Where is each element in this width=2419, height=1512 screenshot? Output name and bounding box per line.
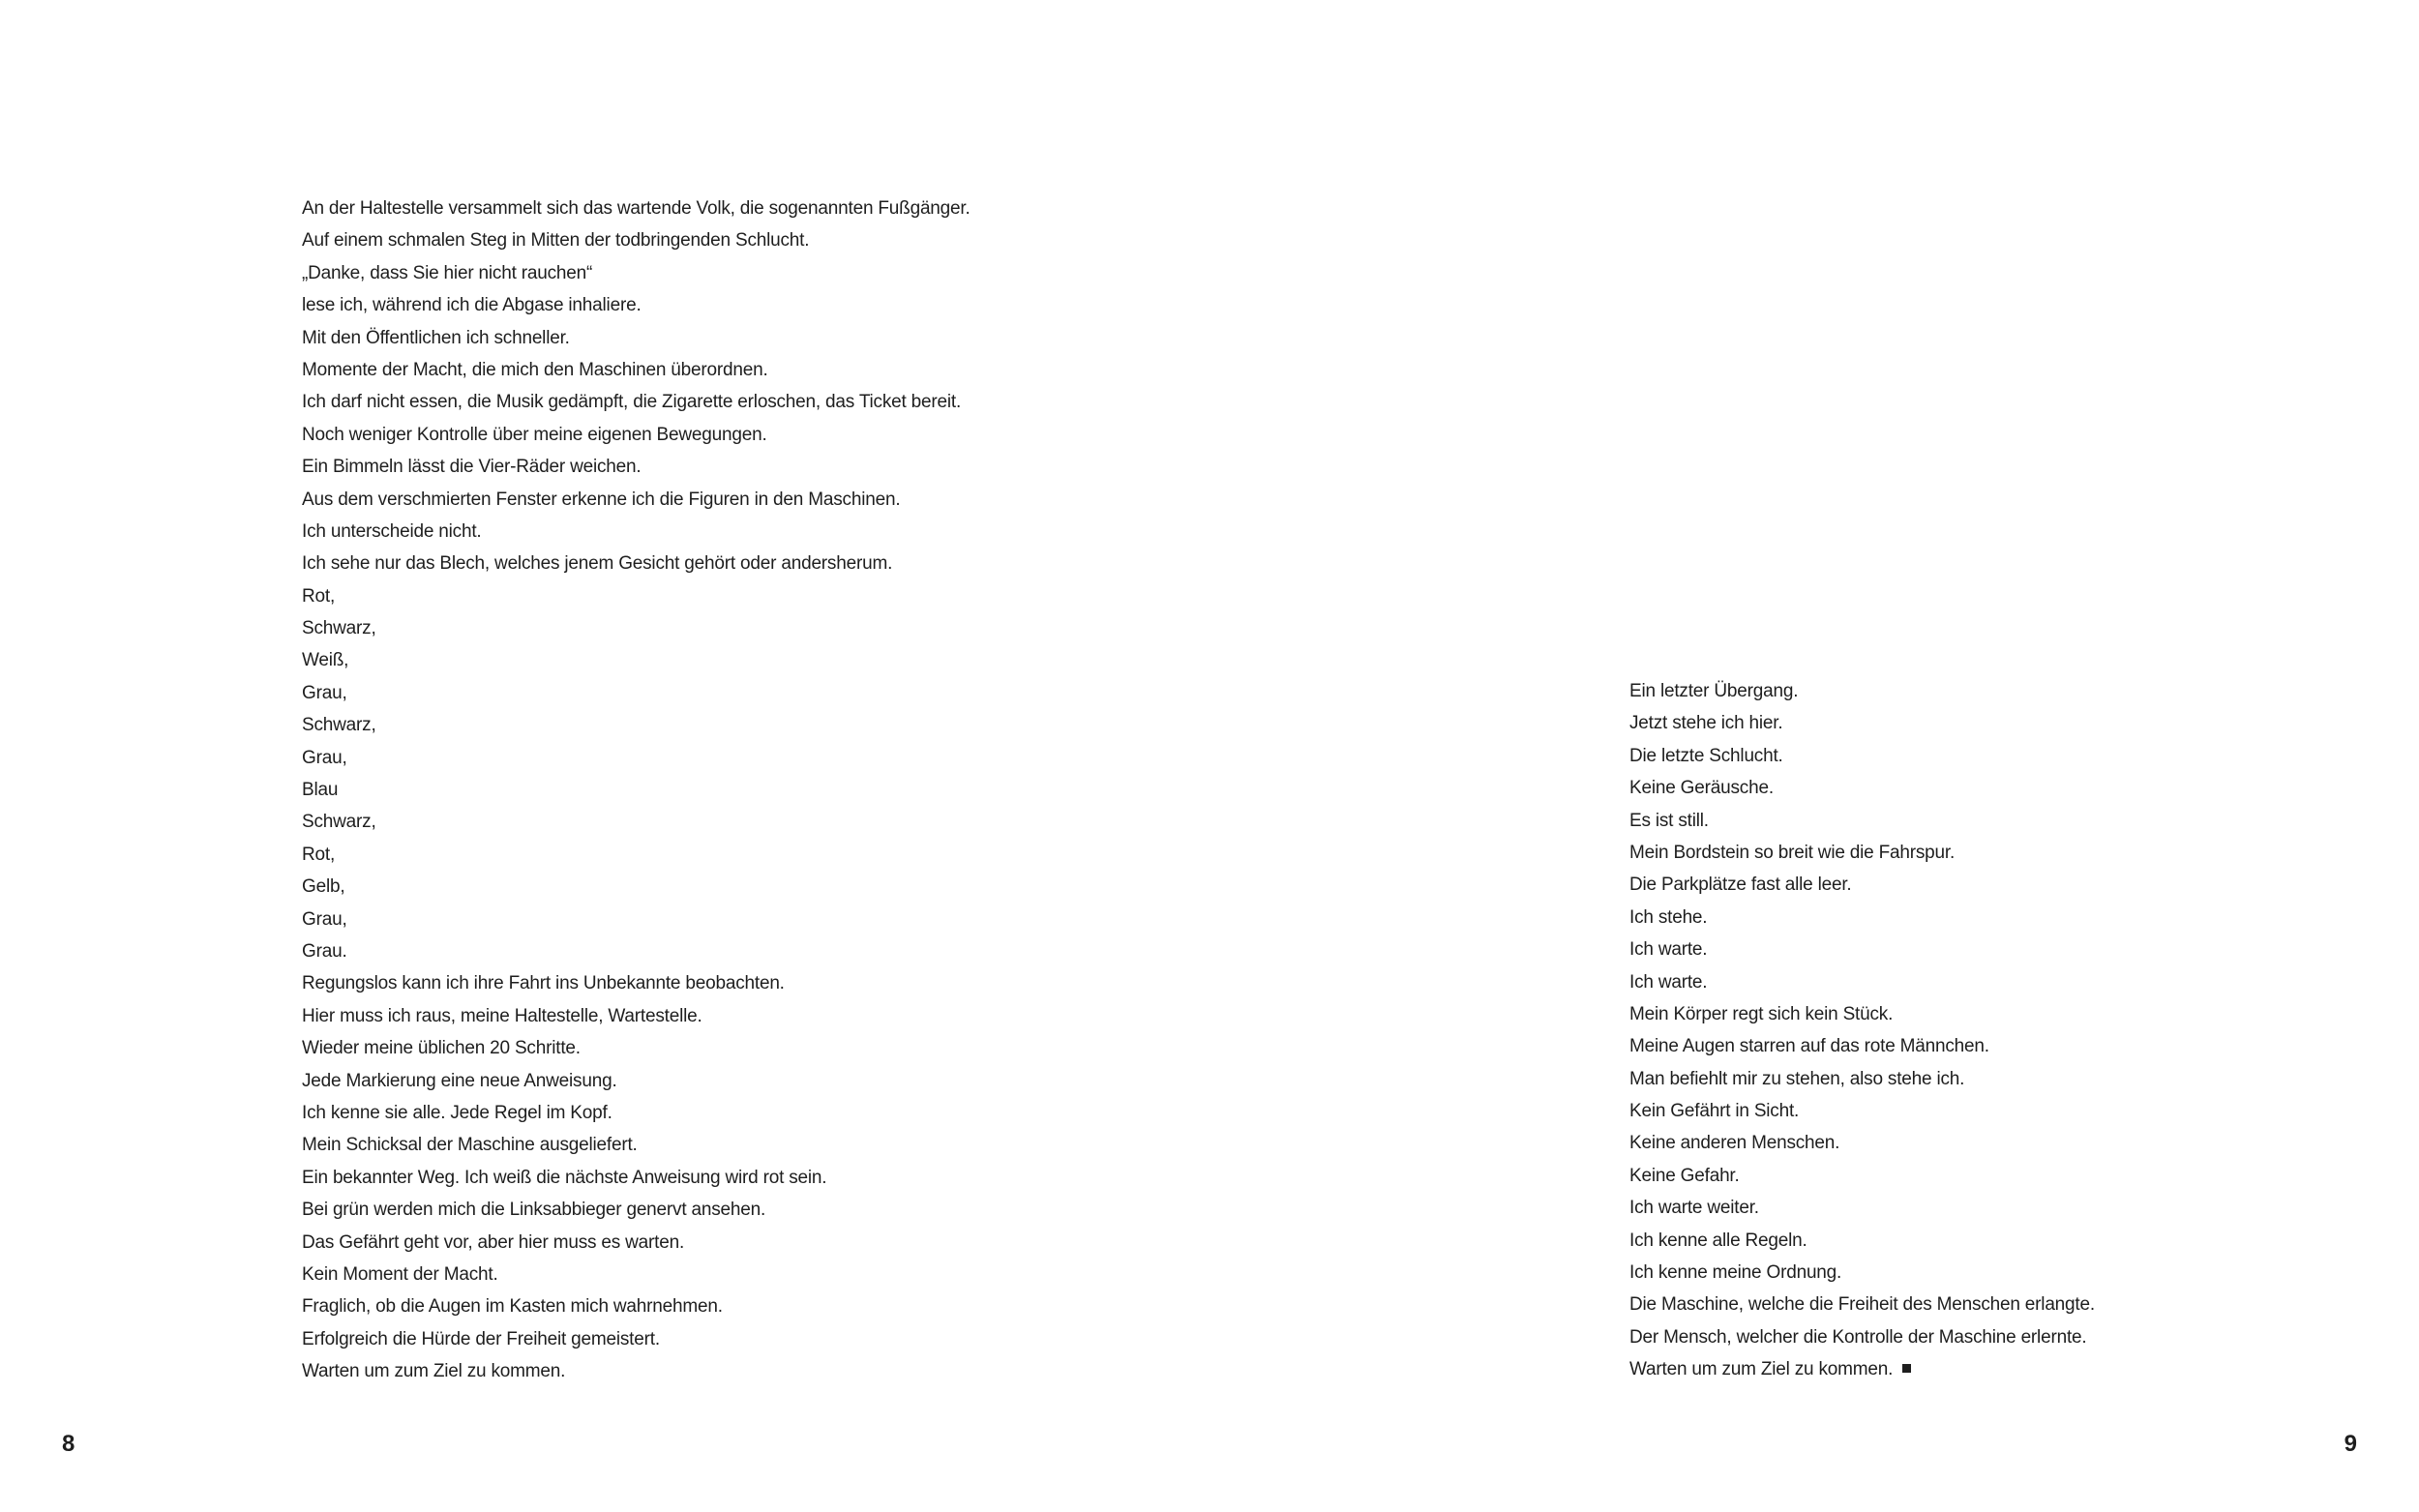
text-line: Keine anderen Menschen. — [1629, 1133, 1840, 1154]
right-page — [1210, 0, 2419, 1512]
text-line: Noch weniger Kontrolle über meine eigenen Bewegungen. — [302, 424, 767, 445]
text-line: Fraglich, ob die Augen im Kasten mich wahrnehmen. — [302, 1296, 723, 1318]
text-line: Kein Moment der Macht. — [302, 1263, 498, 1285]
text-line: Ich kenne meine Ordnung. — [1629, 1262, 1842, 1284]
text-line: Bei grün werden mich die Linksabbieger genervt ansehen. — [302, 1200, 766, 1221]
text-line: Erfolgreich die Hürde der Freiheit gemeistert. — [302, 1328, 660, 1349]
text-line: Grau, — [302, 747, 347, 768]
text-line: Ein bekannter Weg. Ich weiß die nächste Anweisung wird rot sein. — [302, 1167, 827, 1188]
text-line: Momente der Macht, die mich den Maschinen überordnen. — [302, 359, 768, 380]
text-line: lese ich, während ich die Abgase inhaliere. — [302, 295, 642, 316]
text-line: Mein Bordstein so breit wie die Fahrspur. — [1629, 842, 1956, 863]
text-line: Der Mensch, welcher die Kontrolle der Maschine erlernte. — [1629, 1326, 2087, 1348]
text-line: Ich darf nicht essen, die Musik gedämpft, die Zigarette erloschen, das Ticket bereit. — [302, 392, 962, 413]
text-line: Schwarz, — [302, 812, 376, 833]
text-line: Rot, — [302, 585, 336, 607]
text-line: Ich kenne alle Regeln. — [1629, 1230, 1807, 1251]
text-line: Ich unterscheide nicht. — [302, 520, 482, 542]
text-line: Blau — [302, 780, 339, 801]
text-line: Regungslos kann ich ihre Fahrt ins Unbekannte beobachten. — [302, 973, 785, 994]
text-line: Keine Gefahr. — [1629, 1165, 1740, 1186]
text-line: Schwarz, — [302, 618, 376, 639]
text-line: Keine Geräusche. — [1629, 778, 1774, 799]
text-line: Man befiehlt mir zu stehen, also stehe ich. — [1629, 1068, 1965, 1089]
text-line: Ich warte. — [1629, 971, 1708, 993]
text-line: Die Parkplätze fast alle leer. — [1629, 875, 1852, 896]
page-number-left: 8 — [62, 1431, 75, 1457]
text-line: Grau. — [302, 940, 347, 962]
text-line: Ein letzter Übergang. — [1629, 681, 1799, 701]
text-line: Ein Bimmeln lässt die Vier-Räder weichen. — [302, 457, 642, 478]
text-line: Mein Schicksal der Maschine ausgeliefert. — [302, 1135, 638, 1156]
text-line-last — [1629, 1353, 2095, 1385]
text-line: Ich sehe nur das Blech, welches jenem Gesicht gehört oder andersherum. — [302, 553, 893, 575]
right-page-text — [1629, 675, 2095, 1386]
last-line-text: Warten um zum Ziel zu kommen. — [1629, 1359, 1894, 1380]
text-line: Hier muss ich raus, meine Haltestelle, Wartestelle. — [302, 1005, 702, 1026]
text-line: Warten um zum Ziel zu kommen. — [302, 1361, 566, 1382]
text-line: Auf einem schmalen Steg in Mitten der todbringenden Schlucht. — [302, 230, 810, 252]
text-line: Die Maschine, welche die Freiheit des Menschen erlangte. — [1629, 1294, 2095, 1316]
text-line: Schwarz, — [302, 715, 376, 736]
text-line: Aus dem verschmierten Fenster erkenne ich die Figuren in den Maschinen. — [302, 489, 901, 510]
text-line: Es ist still. — [1629, 810, 1709, 831]
page-number-right: 9 — [2344, 1431, 2357, 1457]
text-line: Ich kenne sie alle. Jede Regel im Kopf. — [302, 1102, 612, 1123]
text-line: Die letzte Schlucht. — [1629, 745, 1783, 766]
text-line: Meine Augen starren auf das rote Männchen. — [1629, 1036, 1989, 1057]
text-line: Ich stehe. — [1629, 906, 1708, 928]
text-line: An der Haltestelle versammelt sich das wartende Volk, die sogenannten Fußgänger. — [302, 198, 971, 219]
text-line: Rot, — [302, 844, 336, 865]
text-line: Weiß, — [302, 650, 349, 671]
text-line: Grau, — [302, 682, 347, 703]
text-line: Mit den Öffentlichen ich schneller. — [302, 327, 570, 348]
left-page-text — [302, 193, 971, 1387]
text-line: „Danke, dass Sie hier nicht rauchen“ — [302, 262, 593, 283]
text-line: Kein Gefährt in Sicht. — [1629, 1101, 1800, 1122]
text-line: Wieder meine üblichen 20 Schritte. — [302, 1038, 581, 1059]
text-line: Ich warte. — [1629, 939, 1708, 961]
text-line: Ich warte weiter. — [1629, 1198, 1759, 1219]
text-line: Das Gefährt geht vor, aber hier muss es warten. — [302, 1231, 685, 1253]
text-line: Gelb, — [302, 876, 345, 898]
text-line: Jetzt stehe ich hier. — [1629, 713, 1783, 734]
black-square-icon — [1902, 1364, 1911, 1373]
text-line: Jede Markierung eine neue Anweisung. — [302, 1070, 617, 1091]
text-line: Grau, — [302, 908, 347, 930]
text-line: Mein Körper regt sich kein Stück. — [1629, 1003, 1894, 1024]
